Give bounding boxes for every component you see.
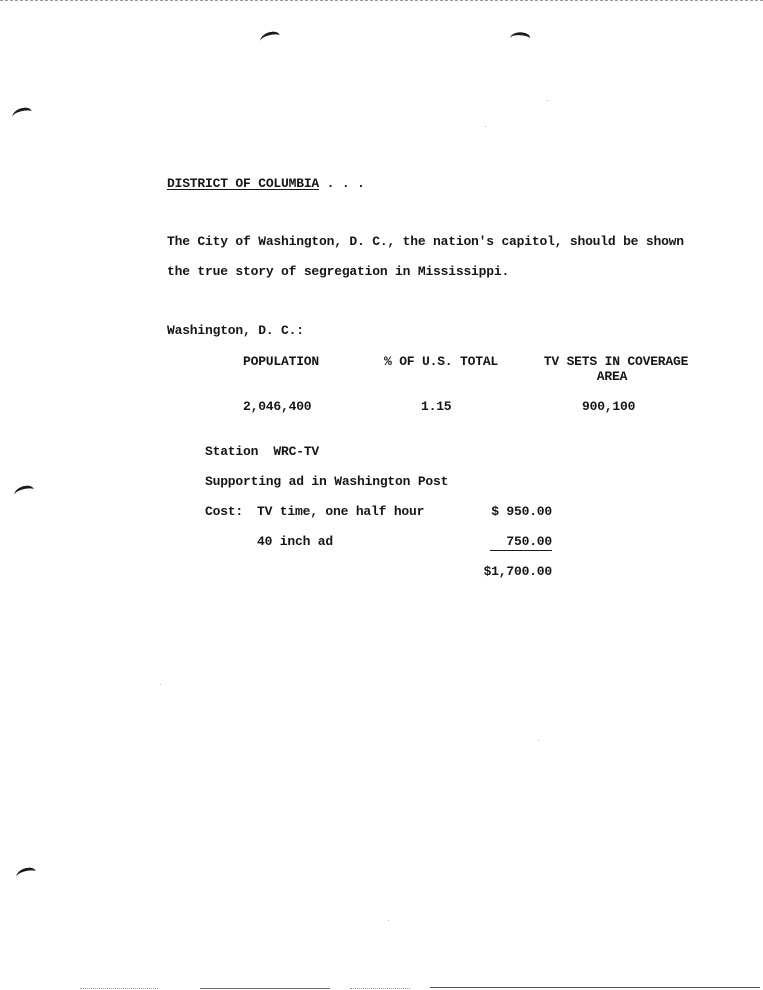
cost-total: $1,700.00 xyxy=(483,564,552,579)
value-population: 2,046,400 xyxy=(243,399,312,414)
punch-mark-left-upper xyxy=(11,107,33,123)
bottom-edge-line-1 xyxy=(200,988,330,989)
subtotal-rule xyxy=(490,550,552,551)
value-pct-total: 1.15 xyxy=(421,399,452,414)
station-line: Station WRC-TV xyxy=(205,444,320,459)
bottom-edge-line-2 xyxy=(430,987,760,988)
location-label: Washington, D. C.: xyxy=(167,323,304,338)
cost-label: Cost: xyxy=(205,504,244,519)
punch-mark-left-middle xyxy=(13,485,35,501)
value-tv-sets: 900,100 xyxy=(582,399,636,414)
top-edge-dotted-line xyxy=(0,0,763,1)
intro-line-1: The City of Washington, D. C., the nation's capitol, should be shown xyxy=(167,234,684,249)
intro-line-2: the true story of segregation in Mississippi. xyxy=(167,264,510,279)
cost-item-2-amount: 750.00 xyxy=(506,534,552,549)
cost-item-1-label: TV time, one half hour xyxy=(257,504,425,519)
header-tv-sets-line-2: AREA xyxy=(596,369,628,384)
section-heading xyxy=(167,176,365,191)
cost-item-2-label: 40 inch ad xyxy=(257,534,334,549)
cost-item-1-amount: $ 950.00 xyxy=(491,504,552,519)
bottom-edge-dots-left xyxy=(80,988,158,989)
scan-speck xyxy=(485,126,486,127)
supporting-ad-line: Supporting ad in Washington Post xyxy=(205,474,449,489)
header-pct-total: % OF U.S. TOTAL xyxy=(384,354,499,369)
header-tv-sets-line-1: TV SETS IN COVERAGE xyxy=(543,354,689,369)
punch-mark-left-lower xyxy=(15,867,37,883)
bottom-edge-dots-middle xyxy=(350,988,410,989)
scan-speck xyxy=(160,684,161,685)
header-population: POPULATION xyxy=(243,354,320,369)
scan-speck xyxy=(538,740,539,741)
punch-mark-top-right xyxy=(509,30,531,46)
scan-speck xyxy=(388,920,389,921)
scan-speck xyxy=(547,100,548,101)
heading-text: DISTRICT OF COLUMBIA xyxy=(167,176,320,191)
heading-ellipsis: . . . xyxy=(319,176,365,191)
punch-mark-top-left xyxy=(259,31,281,47)
